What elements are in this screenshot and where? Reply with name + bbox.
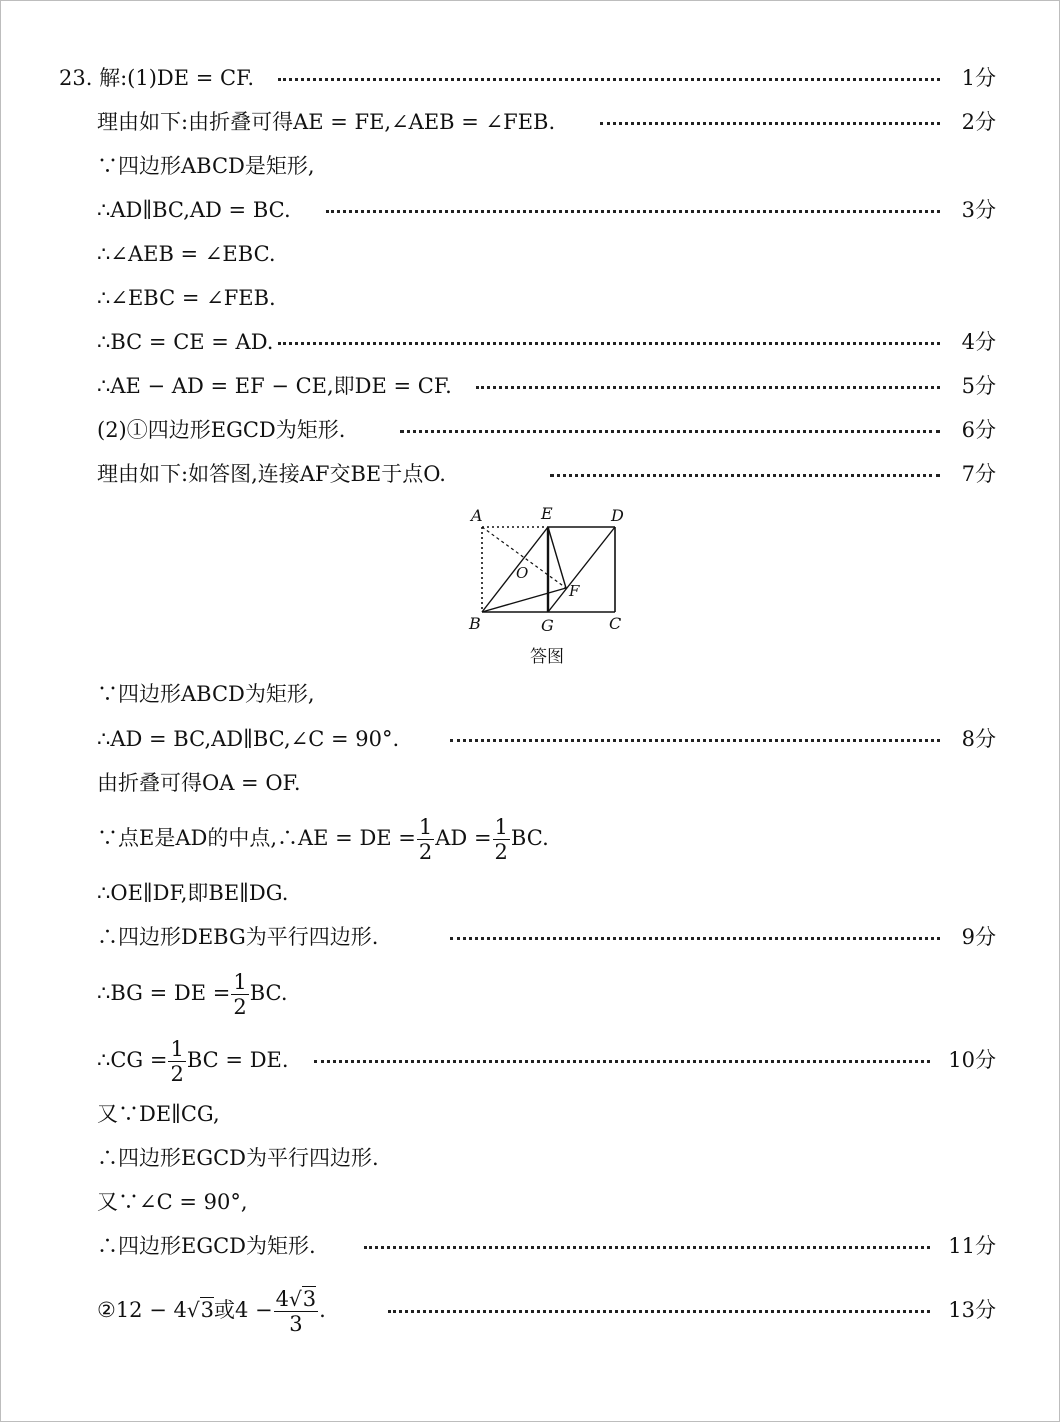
solution-line-17 (0, 1138, 1060, 1178)
fraction-denominator: 3 (289, 1312, 303, 1336)
solution-line-bg (0, 963, 1060, 1023)
score-mark: 11分 (948, 1234, 996, 1258)
line-text: ∴AD = BC,AD∥BC,∠C = 90°. (97, 727, 400, 751)
fraction-numerator: 1 (494, 815, 508, 839)
solution-line-answer (0, 1280, 1060, 1340)
line-text (97, 1280, 326, 1340)
segment-BF (482, 588, 566, 612)
score-mark: 5分 (961, 374, 996, 398)
dot-leader (450, 739, 940, 742)
fraction-numerator: 1 (418, 815, 433, 839)
solution-line-15 (0, 917, 1060, 957)
numerator-coefficient: 4 (275, 1287, 289, 1311)
solution-line-2 (0, 102, 1060, 142)
score-mark: 7分 (961, 462, 996, 486)
label-C: C (609, 614, 622, 633)
midpoint-mid: AD = (435, 826, 492, 850)
solution-line-14 (0, 873, 1060, 913)
dot-leader (314, 1060, 930, 1063)
line-text: ∵四边形ABCD为矩形, (97, 682, 315, 706)
solution-line-8 (0, 366, 1060, 406)
solution-line-cg (0, 1030, 1060, 1090)
label-A: A (471, 506, 483, 525)
bg-prefix: ∴BG = DE = (97, 981, 231, 1005)
sqrt-sign: √ (186, 1298, 200, 1322)
fraction-denominator: 2 (233, 995, 247, 1019)
answer-prefix: ②12 − 4 (97, 1298, 187, 1322)
solution-line-12 (0, 719, 1060, 759)
label-B: B (469, 614, 481, 633)
solution-line-4 (0, 190, 1060, 230)
label-O: O (516, 564, 529, 582)
dot-leader (400, 430, 940, 433)
dot-leader (278, 342, 940, 345)
solution-line-16 (0, 1094, 1060, 1134)
line-text (97, 963, 288, 1023)
solution-line-1 (0, 58, 1060, 98)
line-text: 由折叠可得OA = OF. (97, 771, 301, 795)
dot-leader (550, 474, 940, 477)
solution-line-9 (0, 410, 1060, 450)
line-text: ∴AD∥BC,AD = BC. (97, 198, 291, 222)
score-mark: 1分 (961, 66, 996, 90)
line-text: ∴四边形EGCD为矩形. (97, 1234, 316, 1258)
fraction-numerator (274, 1287, 319, 1312)
label-E: E (541, 504, 553, 523)
line-text: ∴四边形DEBG为平行四边形. (97, 925, 379, 949)
fraction-numerator: 1 (233, 970, 247, 994)
score-mark: 3分 (961, 198, 996, 222)
fraction-denominator: 2 (170, 1062, 184, 1086)
score-mark: 8分 (961, 727, 996, 751)
midpoint-suffix: BC. (510, 826, 549, 850)
fraction-denominator: 2 (418, 840, 433, 864)
fraction-half (231, 970, 248, 1019)
segment-GD (548, 527, 615, 612)
line-text: ∴OE∥DF,即BE∥DG. (97, 881, 289, 905)
line-text: 23. 解:(1)DE = CF. (59, 66, 255, 90)
dot-leader (364, 1246, 930, 1249)
solution-line-3 (0, 146, 1060, 186)
line-text: 又∵DE∥CG, (97, 1102, 220, 1126)
line-text: 理由如下:如答图,连接AF交BE于点O. (97, 462, 446, 486)
score-mark: 9分 (961, 925, 996, 949)
dot-leader (326, 210, 940, 213)
line-text: ∴BC = CE = AD. (97, 330, 274, 354)
line-text: (2)①四边形EGCD为矩形. (97, 418, 346, 442)
cg-prefix: ∴CG = (97, 1048, 168, 1072)
fraction-denominator: 2 (494, 840, 508, 864)
solution-line-7 (0, 322, 1060, 362)
cg-suffix: BC = DE. (186, 1048, 289, 1072)
dot-leader (388, 1310, 930, 1313)
segment-BE (482, 527, 548, 612)
line-text: 理由如下:由折叠可得AE = FE,∠AEB = ∠FEB. (97, 110, 556, 134)
midpoint-prefix: ∵点E是AD的中点,∴AE = DE = (97, 826, 416, 850)
label-D: D (611, 506, 624, 525)
radicand: 3 (200, 1298, 214, 1322)
score-mark: 4分 (961, 330, 996, 354)
fraction-half-1 (417, 815, 434, 864)
dot-leader (450, 937, 940, 940)
solution-line-midpoint (0, 808, 1060, 868)
line-text: ∴AE − AD = EF − CE,即DE = CF. (97, 374, 452, 398)
dot-leader (476, 386, 940, 389)
score-mark: 2分 (961, 110, 996, 134)
line-text: ∴四边形EGCD为平行四边形. (97, 1146, 379, 1170)
line-text: 又∵∠C = 90°, (97, 1190, 248, 1214)
radicand: 3 (302, 1287, 317, 1311)
solution-line-5 (0, 234, 1060, 274)
score-mark: 6分 (961, 418, 996, 442)
sqrt-sign: √ (289, 1287, 302, 1311)
line-text: ∴∠AEB = ∠EBC. (97, 242, 276, 266)
label-F: F (569, 582, 580, 600)
bg-suffix: BC. (249, 981, 288, 1005)
fraction-half-2 (493, 815, 510, 864)
score-mark: 13分 (948, 1298, 996, 1322)
answer-suffix: . (319, 1298, 326, 1322)
solution-line-10 (0, 454, 1060, 494)
dot-leader (600, 122, 940, 125)
solution-line-11 (0, 674, 1060, 714)
score-mark: 10分 (948, 1048, 996, 1072)
solution-line-19 (0, 1226, 1060, 1266)
line-text (97, 1030, 289, 1090)
solution-line-13 (0, 763, 1060, 803)
fraction-answer (274, 1287, 319, 1336)
fraction-half (168, 1037, 185, 1086)
figure-caption: 答图 (530, 647, 564, 667)
segment-EF (548, 527, 566, 588)
line-text: ∴∠EBC = ∠FEB. (97, 286, 276, 310)
answer-mid: 或4 − (213, 1298, 273, 1322)
solution-line-18 (0, 1182, 1060, 1222)
dot-leader (278, 78, 940, 81)
line-text: ∵四边形ABCD是矩形, (97, 154, 315, 178)
line-text (97, 808, 549, 868)
solution-line-6 (0, 278, 1060, 318)
label-G: G (541, 616, 554, 635)
fraction-numerator: 1 (170, 1037, 184, 1061)
geometry-figure (462, 504, 632, 668)
